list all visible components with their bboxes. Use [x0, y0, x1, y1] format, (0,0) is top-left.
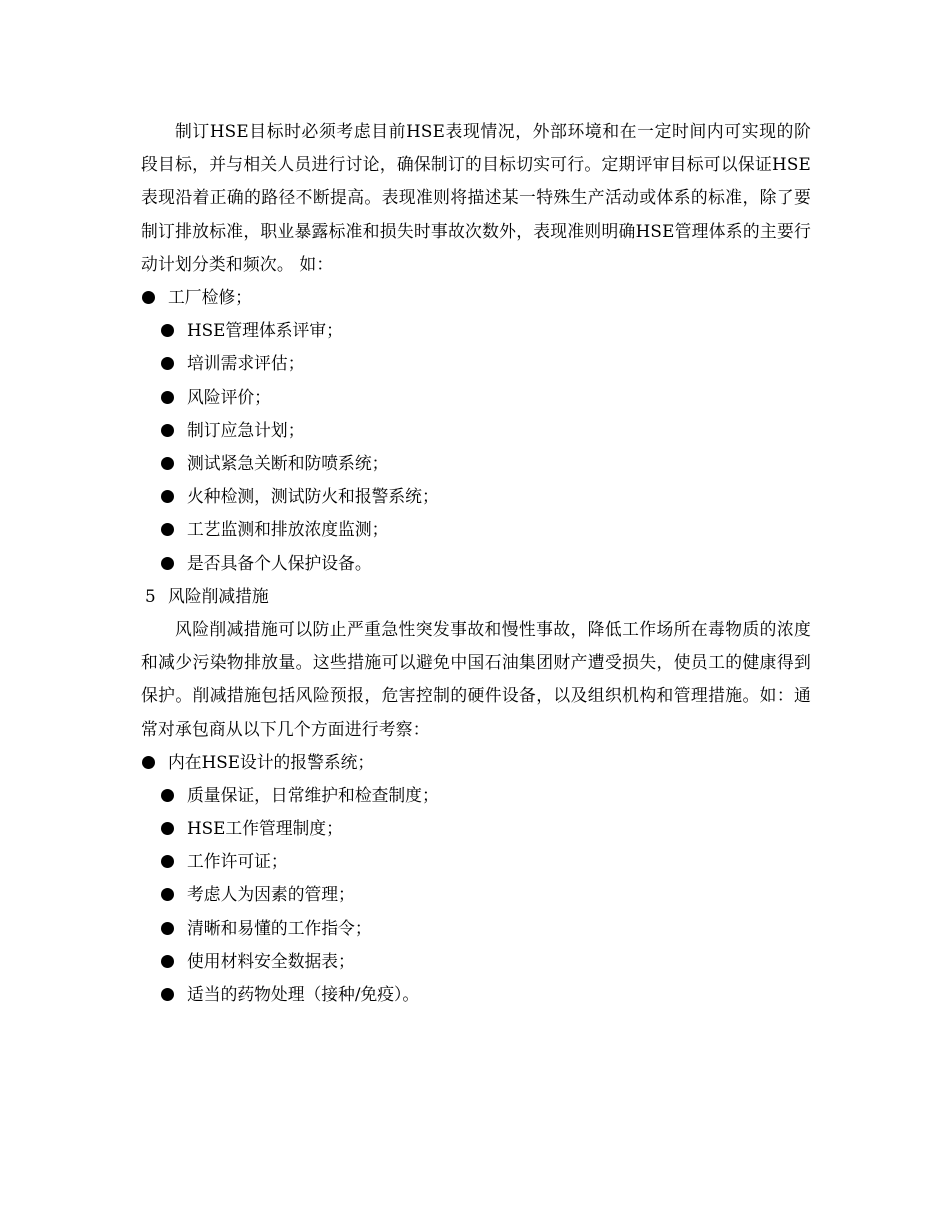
list-item-text: 工艺监测和排放浓度监测； [187, 519, 389, 540]
list-item-text: 质量保证，日常维护和检查制度； [187, 784, 439, 805]
list-item [141, 978, 811, 1011]
list-item-text: 火种检测，测试防火和报警系统； [187, 486, 439, 507]
list-item-text: 清晰和易懂的工作指令； [187, 917, 372, 938]
list-item-text: 风险评价； [187, 386, 271, 407]
bullet-icon [161, 490, 174, 503]
bullet-icon [161, 523, 174, 536]
list-item-text: 是否具备个人保护设备。 [187, 552, 372, 573]
list-item-text: 制订应急计划； [187, 419, 305, 440]
list-item [141, 912, 811, 945]
list-item [141, 812, 811, 845]
list-item [141, 381, 811, 414]
bullet-icon [142, 291, 155, 304]
bullet-icon [161, 357, 174, 370]
bullet-icon [161, 391, 174, 404]
list-item-text: 内在HSE设计的报警系统； [168, 751, 375, 772]
paragraph-risk-reduction: 风险削减措施可以防止严重急性突发事故和慢性事故，降低工作场所在毒物质的浓度和减少污染物排放量。这些措施可以避免中国石油集团财产遭受损失，使员工的健康得到保护。削减措施包括风险预报，危害控制的硬件设备，以及组织机构和管理措施。如：通常对承包商从以下几个方面进行考察： [141, 618, 811, 739]
list-item [141, 347, 811, 380]
list-item-text: HSE工作管理制度； [187, 818, 343, 839]
section-number: 5 [145, 585, 156, 606]
list-item [141, 547, 811, 580]
bullet-icon [161, 424, 174, 437]
bullet-icon [161, 324, 174, 337]
document-body [141, 115, 811, 1011]
list-item-text: 测试紧急关断和防喷系统； [187, 452, 389, 473]
paragraph-hse-targets: 制订HSE目标时必须考虑目前HSE表现情况，外部环境和在一定时间内可实现的阶段目标，并与相关人员进行讨论，确保制订的目标切实可行。定期评审目标可以保证HSE表现沿着正确的路径不断提高。表现准则将描述某一特殊生产活动或体系的标准，除了要制订排放标准，职业暴露标准和损失时事故次数外，表现准则明确HSE管理体系的主要行动计划分类和频次。 如： [141, 121, 811, 274]
bullet-icon [161, 557, 174, 570]
list-item-text: 培训需求评估； [187, 353, 305, 374]
list-item [141, 878, 811, 911]
section-title: 风险削减措施 [168, 585, 269, 606]
section-heading [141, 580, 811, 613]
bullet-icon [161, 988, 174, 1001]
bullet-icon [161, 457, 174, 470]
list-item-text: 考虑人为因素的管理； [187, 884, 355, 905]
list-item [141, 447, 811, 480]
bullet-icon [161, 822, 174, 835]
list-item-text: HSE管理体系评审； [187, 320, 343, 341]
list-item [141, 779, 811, 812]
list-item-text: 工作许可证； [187, 851, 288, 872]
list-item [141, 480, 811, 513]
list-item-text: 适当的药物处理（接种/免疫）。 [187, 984, 420, 1005]
list-item [141, 414, 811, 447]
list-item-text: 工厂检修； [168, 287, 252, 308]
list-item [141, 513, 811, 546]
list-item-text: 使用材料安全数据表； [187, 950, 355, 971]
bullet-icon [161, 855, 174, 868]
list-item [141, 945, 811, 978]
list-item [141, 314, 811, 347]
list-item [141, 746, 811, 779]
bullet-icon [161, 789, 174, 802]
bullet-icon [142, 756, 155, 769]
bullet-icon [161, 955, 174, 968]
bullet-icon [161, 922, 174, 935]
bullet-icon [161, 888, 174, 901]
list-item [141, 845, 811, 878]
list-item [141, 281, 811, 314]
